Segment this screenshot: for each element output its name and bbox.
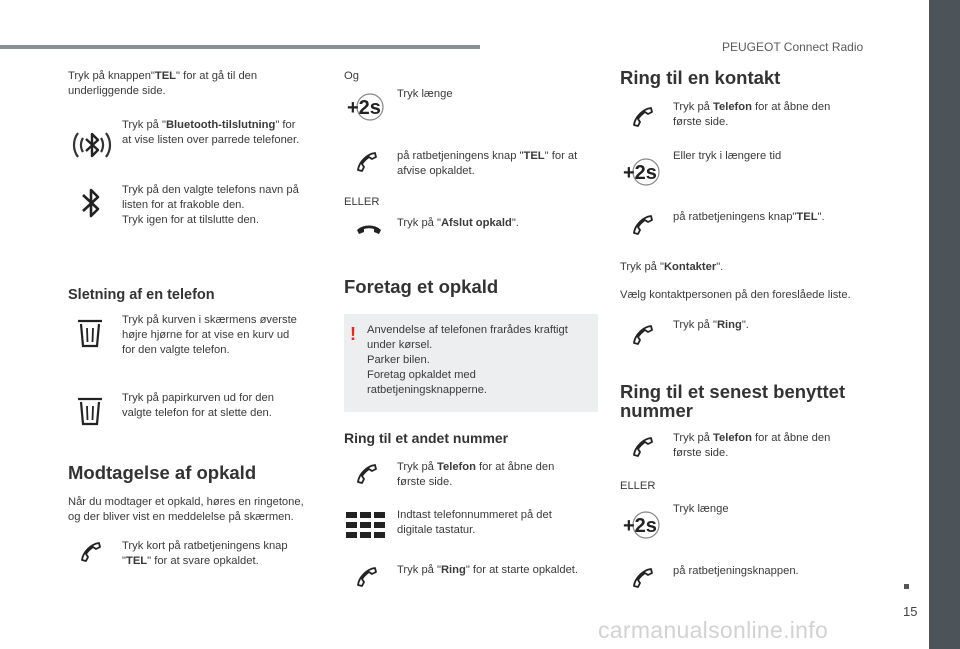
receive-line-1: Når du modtager et opkald, høres en ringetone,: [68, 496, 304, 508]
reject-line-2: afvise opkaldet.: [397, 165, 475, 177]
intro-line-2: underliggende side.: [68, 85, 166, 97]
c3-long-press-2: Tryk længe: [673, 503, 729, 515]
warning-line-3: Parker bilen.: [367, 354, 430, 366]
svg-text:+2s: +2s: [347, 97, 381, 119]
trash-icon: [77, 396, 103, 426]
svg-text:+2s: +2s: [623, 162, 657, 184]
trash-icon: [77, 318, 103, 348]
page-number: 15: [903, 604, 918, 619]
long-press-2s-icon: [344, 92, 388, 122]
bt-line-2: at vise listen over parrede telefoner.: [122, 134, 300, 146]
warning-line-2: under kørsel.: [367, 339, 433, 351]
trash1-line-3: for den valgte telefon.: [122, 344, 230, 356]
long-press-label: Tryk længe: [397, 88, 453, 100]
phone-handset-icon: [631, 566, 655, 590]
tel1-line-1: Tryk på Telefon for at åbne den: [397, 461, 555, 473]
section-recent-call-title-2: nummer: [620, 400, 693, 421]
dial-line-2: digitale tastatur.: [397, 524, 476, 536]
long-press-2s-icon: [620, 510, 664, 540]
warning-line-4: Foretag opkaldet med: [367, 369, 476, 381]
intro-line-1: Tryk på knappen"TEL" for at gå til den: [68, 70, 258, 82]
side-strip: [929, 0, 960, 649]
tel1-line-2: første side.: [397, 476, 453, 488]
bluetooth-icon: [80, 186, 102, 220]
c3-ring-line: Tryk på "Ring".: [673, 319, 749, 331]
reject-line-1: på ratbetjeningens knap "TEL" for at: [397, 150, 578, 162]
phone-handset-icon: [355, 150, 379, 174]
warning-line-5: ratbetjeningsknapperne.: [367, 384, 488, 396]
page-dot: [904, 584, 909, 589]
og-label: Og: [344, 70, 359, 82]
hangup-line: Tryk på "Afslut opkald".: [397, 217, 519, 229]
section-receive-call-title: Modtagelse af opkald: [68, 462, 257, 483]
watermark: carmanualsonline.info: [598, 617, 829, 643]
answer-line-2: "TEL" for at svare opkaldet.: [122, 555, 259, 567]
hang-up-icon: [355, 222, 383, 236]
phone-line-3: Tryk igen for at tilslutte den.: [122, 214, 260, 226]
section-make-call-title: Foretag et opkald: [344, 276, 499, 297]
keypad-icon: [346, 512, 386, 540]
c3-wheel2-line: på ratbetjeningsknappen.: [673, 565, 799, 577]
trash1-line-1: Tryk på kurven i skærmens øverste: [122, 314, 297, 326]
trash2-line-2: valgte telefon for at slette den.: [122, 407, 272, 419]
c3-wheel-line: på ratbetjeningens knap"TEL".: [673, 211, 825, 223]
c3-tel2-line-1: Tryk på Telefon for at åbne den: [673, 432, 831, 444]
section-delete-phone-title: Sletning af en telefon: [68, 287, 215, 303]
ring-line: Tryk på "Ring" for at starte opkaldet.: [397, 564, 579, 576]
phone-handset-icon: [355, 462, 379, 486]
warning-icon: !: [350, 324, 356, 344]
trash1-line-2: højre hjørne for at vise en kurv ud: [122, 329, 290, 341]
bluetooth-connect-icon: [70, 123, 114, 167]
c3-long-press: Eller tryk i længere tid: [673, 150, 782, 162]
bt-line-1: Tryk på "Bluetooth-tilslutning" for: [122, 119, 296, 131]
receive-line-2: og der bliver vist en meddelelse på skærmen.: [68, 511, 294, 523]
phone-handset-icon: [631, 213, 655, 237]
c3-contacts-line: Tryk på "Kontakter".: [620, 261, 724, 273]
eller-label: ELLER: [344, 196, 380, 208]
phone-line-2: listen for at frakoble den.: [122, 199, 245, 211]
phone-handset-icon: [79, 540, 103, 564]
dial-line-1: Indtast telefonnummeret på det: [397, 509, 552, 521]
answer-line-1: Tryk kort på ratbetjeningens knap: [122, 540, 288, 552]
section-call-number-title: Ring til et andet nummer: [344, 430, 509, 446]
section-call-contact-title: Ring til en kontakt: [620, 67, 781, 88]
c3-eller: ELLER: [620, 480, 656, 492]
svg-text:+2s: +2s: [623, 515, 657, 537]
trash2-line-1: Tryk på papirkurven ud for den: [122, 392, 274, 404]
phone-handset-icon: [631, 323, 655, 347]
warning-box: [344, 314, 598, 412]
phone-handset-icon: [355, 565, 379, 589]
header-title: PEUGEOT Connect Radio: [722, 40, 864, 54]
c3-tel1-line-1: Tryk på Telefon for at åbne den: [673, 101, 831, 113]
phone-handset-icon: [631, 435, 655, 459]
phone-line-1: Tryk på den valgte telefons navn på: [122, 184, 299, 196]
c3-tel2-line-2: første side.: [673, 447, 729, 459]
phone-handset-icon: [631, 105, 655, 129]
section-recent-call-title-1: Ring til et senest benyttet: [620, 381, 846, 402]
c3-tel1-line-2: første side.: [673, 116, 729, 128]
long-press-2s-icon: [620, 157, 664, 187]
header-rule: [0, 45, 480, 49]
warning-line-1: Anvendelse af telefonen frarådes kraftigt: [367, 324, 568, 336]
c3-choose-line: Vælg kontaktpersonen på den foreslåede liste.: [620, 289, 851, 301]
